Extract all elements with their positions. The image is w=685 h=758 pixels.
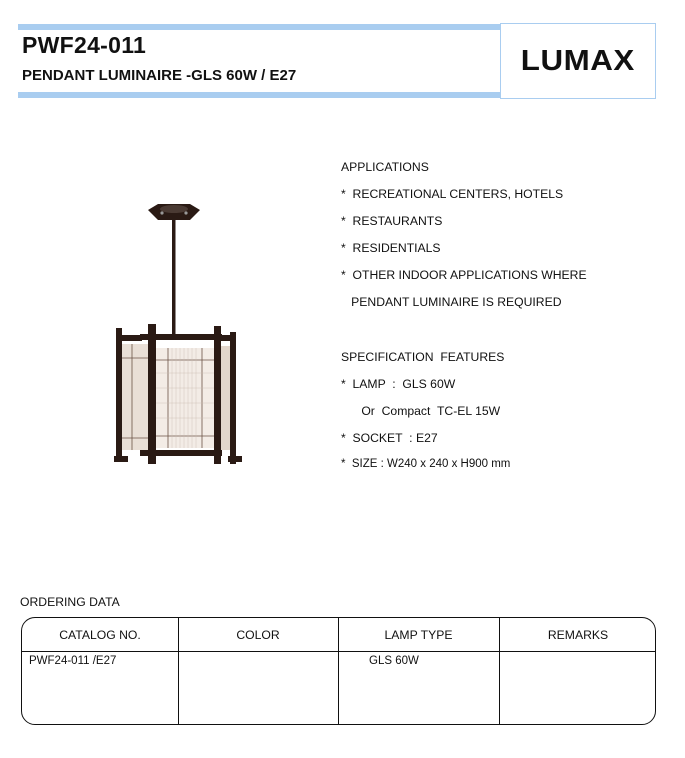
specification-item: * SIZE : W240 x 240 x H900 mm bbox=[341, 458, 511, 470]
cell-catalog-no: PWF24-011 /E27 bbox=[29, 655, 117, 667]
brand-logo: LUMAX bbox=[520, 44, 636, 77]
product-code: PWF24-011 bbox=[22, 32, 147, 58]
applications-item: * RESTAURANTS bbox=[341, 214, 443, 228]
applications-item: PENDANT LUMINAIRE IS REQUIRED bbox=[341, 295, 562, 309]
column-header-remarks: REMARKS bbox=[547, 628, 609, 642]
column-header-catalog: CATALOG NO. bbox=[59, 628, 141, 642]
applications-item: * OTHER INDOOR APPLICATIONS WHERE bbox=[341, 268, 587, 282]
product-subtitle: PENDANT LUMINAIRE -GLS 60W / E27 bbox=[22, 67, 297, 84]
applications-item: * RESIDENTIALS bbox=[341, 241, 441, 255]
specification-item: * SOCKET : E27 bbox=[341, 431, 438, 445]
applications-item: * RECREATIONAL CENTERS, HOTELS bbox=[341, 187, 564, 201]
ordering-table bbox=[21, 617, 656, 725]
specification-item: * LAMP : GLS 60W bbox=[341, 377, 456, 391]
header-bottom-bar bbox=[18, 92, 500, 98]
pendant-lamp-image bbox=[110, 198, 245, 466]
specification-item: Or Compact TC-EL 15W bbox=[341, 404, 501, 418]
ordering-data-label: ORDERING DATA bbox=[20, 595, 120, 609]
specification-heading: SPECIFICATION FEATURES bbox=[341, 350, 505, 364]
column-header-lamp-type: LAMP TYPE bbox=[384, 628, 453, 642]
column-header-color: COLOR bbox=[236, 628, 280, 642]
applications-heading: APPLICATIONS bbox=[341, 160, 429, 174]
header-top-bar bbox=[18, 24, 500, 30]
cell-lamp-type: GLS 60W bbox=[369, 655, 419, 667]
brand-logo-box bbox=[500, 23, 656, 99]
